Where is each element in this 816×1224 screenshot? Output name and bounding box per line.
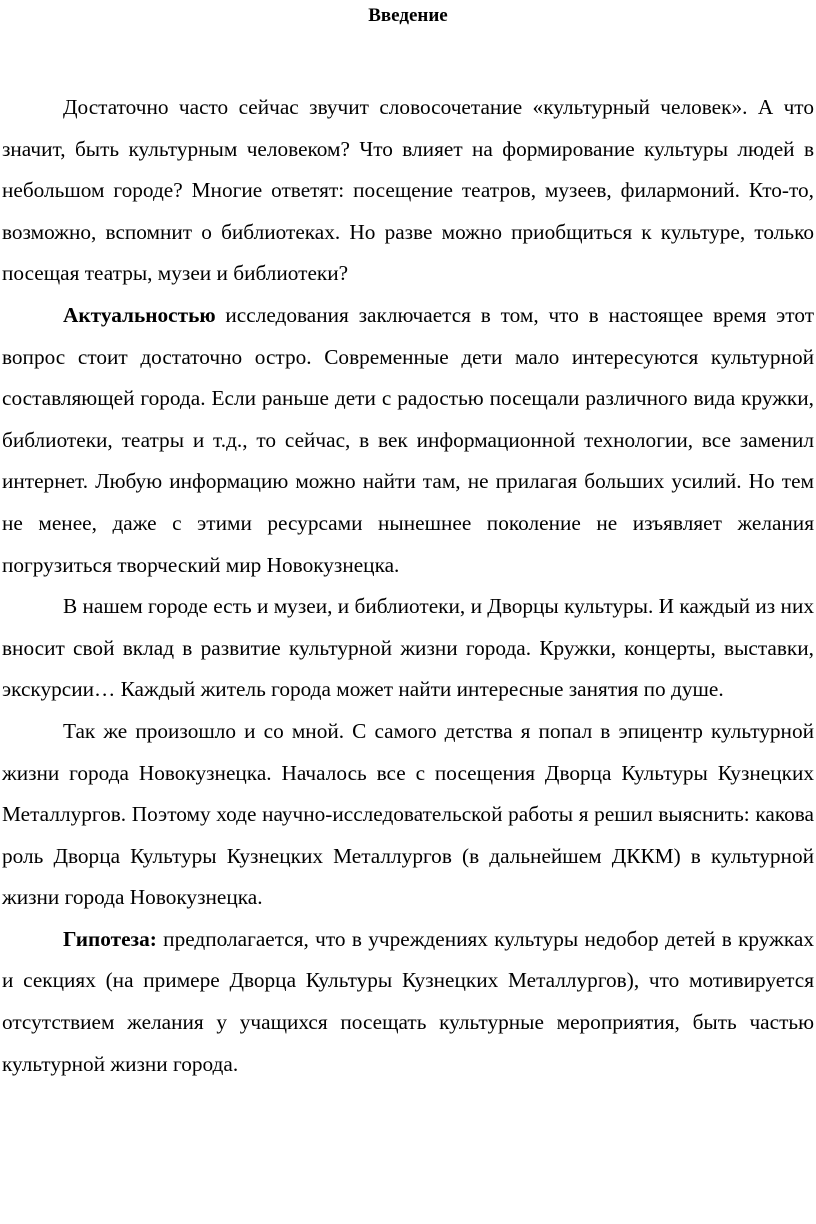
relevance-label: Актуальностью [63, 302, 216, 327]
paragraph-relevance [2, 295, 814, 586]
paragraph-city: В нашем городе есть и музеи, и библиотеки, и Дворцы культуры. И каждый из них вносит свой вклад в развитие культурной жизни города. Кружки, концерты, выставки, экскурсии… Каждый житель города может найти интересные занятия по душе. [2, 594, 814, 702]
hypothesis-text: предполагается, что в учреждениях культуры недобор детей в кружках и секциях (на примере Дворца Культуры Кузнецких Металлургов), что мотивируется отсутствием желания у учащихся посещать культурные мероприятия, быть частью культурной жизни города. [2, 926, 814, 1076]
hypothesis-label: Гипотеза: [63, 926, 157, 951]
relevance-text: исследования заключается в том, что в настоящее время этот вопрос стоит достаточно остро. Современные дети мало интересуются культурной составляющей города. Если раньше дети с радостью посещали различного вида кружки, библиотеки, театры и т.д., то сейчас, в век информационной технологии, все заменил интернет. Любую информацию можно найти там, не прилагая больших усилий. Но тем не менее, даже с этими ресурсами нынешнее поколение не изъявляет желания погрузиться творческий мир Новокузнецка. [2, 302, 814, 577]
page-title: Введение [368, 5, 448, 26]
paragraph-personal: Так же произошло и со мной. С самого детства я попал в эпицентр культурной жизни города Новокузнецка. Началось все с посещения Дворца Культуры Кузнецких Металлургов. Поэтому ходе научно-исследовательской работы я решил выяснить: какова роль Дворца Культуры Кузнецких Металлургов (в дальнейшем ДККМ) в культурной жизни города Новокузнецка. [2, 718, 814, 910]
paragraph-intro: Достаточно часто сейчас звучит словосочетание «культурный человек». А что значит, быть культурным человеком? Что влияет на формирование культуры людей в небольшом городе? Многие ответят: посещение театров, музеев, филармоний. Кто-то, возможно, вспомнит о библиотеках. Но разве можно приобщиться к культуре, только посещая театры, музеи и библиотеки? [2, 95, 814, 286]
paragraph-hypothesis [2, 919, 814, 1085]
